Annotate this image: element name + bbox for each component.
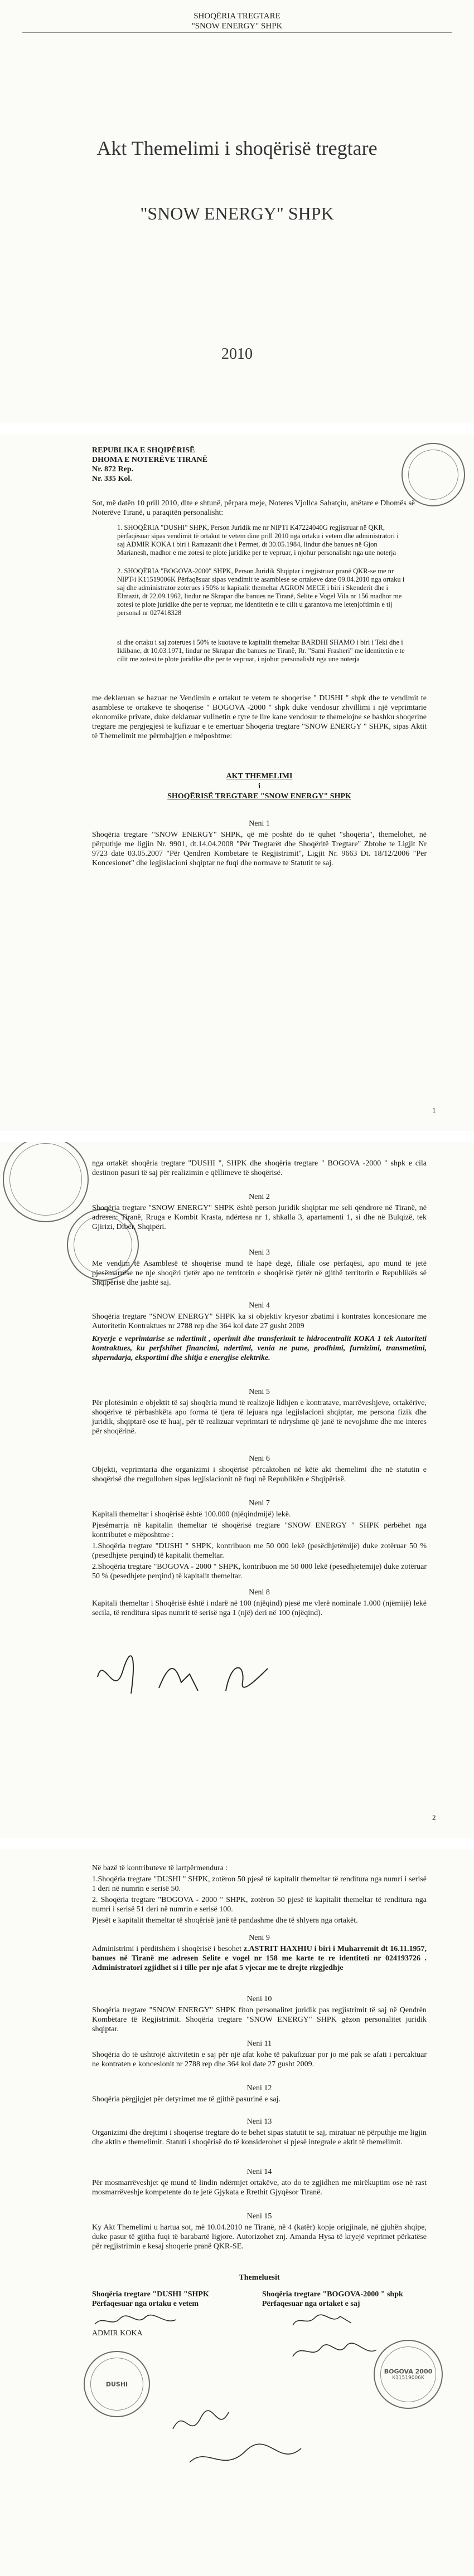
article-11-heading: Neni 11	[246, 2040, 272, 2048]
article-7-capital: Kapitali themeltar i shoqërisë është 100.000 (njëqindmijë) lekë.	[92, 1510, 291, 1519]
page-number: 2	[432, 1813, 436, 1822]
article-4-objective: Kryerje e veprimtarise se ndertimit , operimit dhe transferimit te hidrocentralit KOKA 1 tek Autoriteti kontraktues, ku perfshihet financimi, ndertimi, venia ne pune, prodhimi, furnizimi, transmetimi, shperndarja, eksportimi dhe shitja e energjise elektrike.	[92, 1335, 427, 1362]
act-subtitle: SHOQËRISË TREGTARE "SNOW ENERGY" SHPK	[167, 792, 351, 801]
bogova-stamp-text	[375, 2368, 442, 2381]
declaration-text: me deklaruan se bazuar ne Vendimin e ortakut te vetem te shoqerise " DUSHI " shpk dhe te vendimit te asamblese te ortakeve te shoqerise " BOGOVA -2000 " shpk duke vendosur zhvillimi i një veprimtarie ekonomike private, duke deklaruar vullnetin e tyre te lire kane vendosur te themelojne se bashku shoqerine tregtare me pergjegjesi te kufizuar e te emertuar Shoqeria tregtare "SNOW ENERGY " SHPK, sipas Aktit të Themelimit me përmbajtjen e mëposhtme:	[92, 694, 427, 740]
founder-right-company: Shoqëria tregtare "BOGOVA-2000 " shpk	[262, 2290, 403, 2299]
article-12-text: Shoqëria përgjigjet për detyrimet me të gjithë pasurinë e saj.	[92, 2095, 280, 2104]
party-1: 1. SHOQËRIA "DUSHI" SHPK, Person Juridik me nr NIPTI K47224040G regjistruar në QKR, përfaqësuar sipas vendimit të ortakut te vetem dine prill 2010 nga ortaku i vetem dhe administratori i saj ADMIR KOKA i biri i Ramazanit dhe i Permet, dt 30.05.1984, lindur dhe banues në Gjon Marianesh, madhor e me zotesi te plote juridike per te vepruar, i njohur personalisht nga une noterja	[117, 524, 399, 557]
admir-koka-signature	[92, 2312, 181, 2329]
article-1-text: Shoqëria tregtare "SNOW ENERGY" SHPK, që më poshtë do të quhet "shoqëria", themelohet, në përputhje me ligjin Nr. 9901, dt.14.04.2008 "Për Tregtarët dhe Shoqëritë Tregtare" Zbtohe te Ligjit Nr 9723 date 03.05.2007 "Për Qendren Kombetare te Regjistrimit", Ligjit Nr. 9663 Dt. 18/12/2006 "Per Koncesionet" dhe legjislacioni shqiptar ne fuqi dhe normave te Statutit te saj.	[92, 831, 427, 867]
cover-company-name: "SNOW ENERGY" SHPK	[140, 203, 334, 223]
chamber-text: DHOMA E NOTERËVE TIRANË	[92, 456, 208, 464]
deed-page-3	[0, 1850, 474, 2576]
article-2-heading: Neni 2	[249, 1193, 270, 1201]
article-14-text: Për mosmarrëveshjet që mund të lindin ndërmjet ortakëve, ato do te zgjidhen me mirëkuptim ose në rast mosmarrëveshje kompetente do te jetë Gjykata e Rrethit Gjyqësor Tiranë.	[92, 2179, 427, 2197]
article-9-administrator: z.ASTRIT HAXHIU i biri i Muharremit dt 16.11.1957, banues në Tiranë me adresen Selite e vogel nr 158 me karte te re identiteti nr 024193726 . Administratori zgjidhet si i tille per nje afat 5 vjecar me te drejte rizgjedhje	[92, 1945, 427, 1972]
initials-signatures	[92, 1643, 276, 1710]
act-title-i: i	[258, 782, 260, 791]
article-13-heading: Neni 13	[246, 2118, 272, 2126]
article-6-heading: Neni 6	[249, 1455, 270, 1463]
article-15-heading: Neni 15	[246, 2212, 272, 2221]
rep-number: Nr. 872 Rep.	[92, 465, 134, 474]
article-3-heading: Neni 3	[249, 1248, 270, 1257]
cover-title: Akt Themelimi i shoqërisë tregtare	[96, 137, 378, 159]
article-10-text: Shoqëria tregtare "SNOW ENERGY" SHPK fiton personalitet juridik pas regjistrimit të saj në Qendrën Kombëtare të Regjistrimit. Shoqëria tregtare "SNOW ENERGY" SHPK gëzon personalitet juridik shqiptar.	[92, 2006, 427, 2033]
founder-right	[262, 2290, 446, 2309]
bogova-stamp	[374, 2340, 443, 2409]
article-14-heading: Neni 14	[246, 2168, 272, 2176]
bardhi-shamo-signature	[290, 2340, 379, 2362]
founder-left-rep: Përfaqesuar nga ortaku e vetem	[92, 2300, 199, 2308]
article-2-text: Shoqëria tregtare "SNOW ENERGY" SHPK është person juridik shqiptar me seli qëndrore në Tiranë, në adresen: Tiranë, Rruga e Kombit Krasta, ndërtesa nr 1, shkalla 3, apartamenti 1, si dhe në Bulqizë, tek Gjirizi, Dibër, Shqipëri.	[92, 1204, 427, 1231]
cover-year: 2010	[221, 345, 253, 363]
deed-page-1	[0, 435, 474, 1131]
kol-number: Nr. 335 Kol.	[92, 475, 132, 483]
contributions-2: 2. Shoqëria tregtare "BOGOVA - 2000 " SHPK, zotëron 50 pjesë të kapitalit themeltar të renditura nga numri i serisë 51 deri në numrin e serisë 100.	[92, 1896, 427, 1914]
deed-page-2	[0, 1142, 474, 1838]
cover-header-company: SHOQËRIA TREGTARE	[194, 12, 280, 21]
article-9-heading: Neni 9	[249, 1934, 270, 1942]
article-7-participation: Pjesëmarrja në kapitalin themeltar të shoqërisë tregtare "SNOW ENERGY " SHPK përbëhet nga kontributet e mëposhtme :	[92, 1521, 427, 1539]
founders-heading: Themeluesit	[239, 2273, 280, 2282]
contributions-1: 1.Shoqëria tregtare "DUSHI " SHPK, zotëron 50 pjesë të kapitalit themeltar të renditura nga numri i serisë 1 deri në numrin e serisë 50.	[92, 1875, 427, 1893]
article-5-text: Për plotësimin e objektit të saj shoqëria mund të realizojë lidhjen e kontratave, marrëveshjeve, ortakërive, shoqërive të përbashkëta apo forma të tjera të lejuara nga legjislacioni shqiptar, me persona fizik dhe juridik, shqiptarë ose të huaj, për të realizuar veprimtari të ndryshme që janë të nevojshme dhe me interes për shoqërinë.	[92, 1399, 427, 1436]
article-7-heading: Neni 7	[249, 1499, 270, 1507]
article-3-text: Me vendim të Asamblesë të shoqërisë mund të hapë degë, filiale ose përfaqësi, apo mund të jetë pjesëmarrëse ne nje shoqëri tjetër apo ne territorin e shoqërisë tjetër në gjithë territorin e Republikës së Shqipërisë dhe jashtë saj.	[92, 1260, 427, 1287]
agron-mece-signature	[290, 2312, 357, 2329]
founder-left	[92, 2290, 259, 2309]
contributions-intro: Në bazë të kontributeve të lartpërmendura :	[92, 1864, 228, 1872]
party-3: si dhe ortaku i saj zoterues i 50% te kuotave te kapitalit themeltar BARDHI SHAMO i biri i Teki dhe i Iklibane, dt 10.03.1971, lindur ne Skrapar dhe banues ne Tiranë, Rr. "Sami Frasheri" me identitetin e te cilit me zotesi te plote juridike dhe per te vepruar, i njohur personalisht nga une noterja	[117, 638, 405, 663]
article-12-heading: Neni 12	[246, 2084, 272, 2092]
article-7-item-1: 1.Shoqëria tregtare "DUSHI " SHPK, kontribuon me 50 000 lekë (pesëdhjetëmijë) duke zotëruar 50 % (pesedhjete perqind) të kapitalit themeltar.	[92, 1542, 427, 1560]
cover-rule	[22, 32, 452, 33]
notary-stamp-ring	[401, 442, 465, 506]
cover-header-name: "SNOW ENERGY" SHPK	[191, 22, 283, 31]
notary-signatures	[167, 2396, 312, 2479]
contributions-note: Pjesët e kapitalit themeltar të shoqërisë janë të pandashme dhe të shlyera nga ortakët.	[92, 1916, 358, 1925]
corner-stamp	[3, 1142, 89, 1222]
republic-text: REPUBLIKA E SHQIPËRISË	[92, 446, 195, 455]
dushi-stamp-text: DUSHI	[105, 2380, 128, 2388]
article-9-text	[92, 1944, 427, 1973]
cover-header	[0, 11, 474, 31]
party-2: 2. SHOQËRIA "BOGOVA-2000" SHPK, Person Juridik Shqiptar i regjistruar pranë QKR-se me nr NIPT-i K11519006K Përfaqësuar sipas vendimit te asamblese se ortakeve date 09.04.2010 nga ortaku i saj dhe administrator zoterues i 50% te kapitalit themeltar AGRON MECE i biri i Skenderit dhe i Elmazit, dt 22.09.1962, lindur ne Skrapar dhe banues ne Tiranë, Selite e Vogel Vila nr 156 madhor me zotesi te plote juridike dhe per te vepruar, me identitetin e te cilit u garantova me letenjoftimin e tij personal nr 027418328	[117, 567, 405, 617]
article-13-text: Organizimi dhe drejtimi i shoqërisë tregtare do te behet sipas statutit te saj, miratuar në përputhje me ligjin dhe aktin e themelimit. Statuti i shoqërisë do të konsiderohet si pjesë integrale e aktit të themelimit.	[92, 2129, 427, 2146]
article-1-heading: Neni 1	[249, 819, 270, 828]
article-4-heading: Neni 4	[249, 1301, 270, 1310]
article-15-text: Ky Akt Themelimi u hartua sot, më 10.04.2010 ne Tiranë, në 4 (katër) kopje origjinale, në gjuhën shqipe, duke pasur të gjitha fuqi të barabartë ligjore. Autorizohet znj. Amanda Hysa të kryejë veprimet përkatëse për regjistrimin e kesaj shoqerie pranë QKR-SE.	[92, 2223, 427, 2251]
article-9-text-a: Administrimi i përditshëm i shoqërisë i besohet	[92, 1945, 244, 1953]
article-6-text: Objekti, veprimtaria dhe organizimi i shoqërisë përcaktohen në këtë akt themelimi dhe në statutin e shoqërisë dhe rregullohen sipas legjislacionit në fuqi në Republikën e Shqipërisë.	[92, 1466, 427, 1484]
article-10-heading: Neni 10	[246, 1995, 272, 2003]
article-7-item-2: 2.Shoqëria tregtare "BOGOVA - 2000 " SHPK, kontribuon me 50 000 lekë (pesedhjetemije) duke zotëruar 50 % (pesedhjete perqind) të kapitalit themeltar.	[92, 1563, 427, 1580]
act-title: AKT THEMELIMI	[226, 772, 293, 780]
founder-left-name: ADMIR KOKA	[92, 2329, 143, 2338]
page-number: 1	[432, 1106, 436, 1114]
republic-heading	[92, 446, 304, 484]
founder-left-company: Shoqëria tregtare "DUSHI "SHPK	[92, 2290, 209, 2299]
article-4-text: Shoqëria tregtare "SNOW ENERGY" SHPK ka si objektiv kryesor zbatimi i kontrates koncesionare me Autoritetin Kontraktues nr 2788 rep dhe 364 kol date 27 gusht 2009	[92, 1313, 427, 1330]
bogova-stamp-nipt: K11519006K	[392, 2375, 424, 2381]
article-5-heading: Neni 5	[249, 1388, 270, 1396]
article-8-heading: Neni 8	[249, 1588, 270, 1597]
page2-top-text: nga ortakët shoqëria tregtare "DUSHI ", SHPK dhe shoqëria tregtare " BOGOVA -2000 " shpk e cila destinon pasuri të saj për realizimin e qëllimeve të shoqërisë.	[92, 1159, 427, 1177]
cover-page	[0, 0, 474, 423]
corner-stamp-ring	[9, 1143, 82, 1216]
founder-right-rep: Përfaqesuar nga ortaket e saj	[262, 2300, 360, 2308]
article-11-text: Shoqëria do të ushtrojë aktivitetin e saj për një afat kohe të pakufizuar por jo më pak se afati i percaktuar ne kontraten e koncesionit nr 2788 rep dhe 364 kol date 27 gusht 2009.	[92, 2051, 427, 2068]
deed-intro: Sot, më datën 10 prill 2010, dite e shtunë, përpara meje, Noteres Vjollca Sahatçiu, anëtare e Dhomës së Noterëve Tiranë, u paraqitën personalisht:	[92, 499, 415, 517]
article-8-text: Kapitali themeltar i Shoqërisë është i ndarë në 100 (njëqind) pjesë me vlerë nominale 1.000 (njëmijë) lekë secila, të renditura sipas numrit të serisë nga 1 (një) deri në 100 (njëqind).	[92, 1599, 427, 1617]
bogova-stamp-name: BOGOVA 2000	[384, 2368, 433, 2375]
dushi-stamp	[84, 2351, 150, 2417]
